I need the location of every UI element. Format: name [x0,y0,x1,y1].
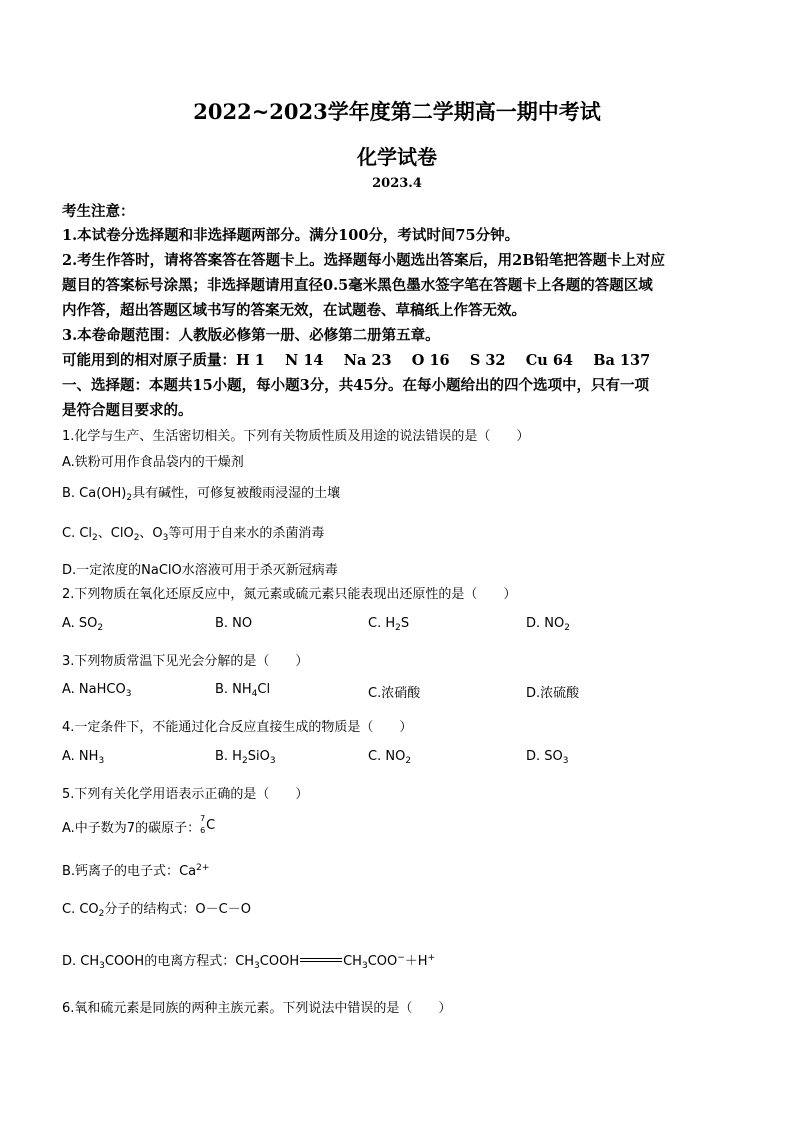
section1-heading: 一、选择题：本题共15小题，每小题3分，共45分。在每小题给出的四个选项中，只有一项 [62,377,649,394]
q2-option-b: B. NO [215,616,253,631]
equals-arrow-icon [300,958,342,962]
q2-option-a: A. $SO_2$ [62,616,104,633]
q1-stem: 1.化学与生产、生活密切相关。下列有关物质性质及用途的说法错误的是（ ） [62,429,530,444]
notice-item-2: 2.考生作答时，请将答案答在答题卡上。选择题每小题选出答案后，用2B铅笔把答题卡上对应 [62,252,665,269]
exam-subtitle: 化学试卷 [357,145,437,169]
exam-date: 2023.4 [372,176,422,191]
q3-option-d: D.浓硫酸 [526,686,580,701]
q2-option-d: D. $NO_2$ [526,616,570,633]
q4-option-c: C. $NO_2$ [368,749,412,766]
q2-stem: 2.下列物质在氧化还原反应中，氮元素或硫元素只能表现出还原性的是（ ） [62,587,517,602]
q1-option-a: A.铁粉可用作食品袋内的干燥剂 [62,455,244,470]
q1-option-b: B. $Ca(OH)_2$具有碱性，可修复被酸雨浸湿的土壤 [62,486,341,503]
q5-option-a: A.中子数为7的碳原子： 7 6 C [62,814,216,836]
notice-item-2-cont2: 内作答，超出答题区域书写的答案无效，在试题卷、草稿纸上作答无效。 [62,302,526,319]
q5-option-c: C. $CO_2$分子的结构式：O－C－O [62,902,251,919]
q1-option-c: C. $Cl_2$、ClO$_2$、$O_3$等可用于自来水的杀菌消毒 [62,526,325,543]
notice-heading: 考生注意： [62,203,135,220]
q3-option-c: C.浓硝酸 [368,686,421,701]
carbon-isotope-notation: 7 6 C [200,814,216,835]
q5-stem: 5.下列有关化学用语表示正确的是（ ） [62,787,309,802]
q1-option-d: D.一定浓度的NaClO水溶液可用于杀灭新冠病毒 [62,563,338,578]
q4-option-a: A. $NH_3$ [62,749,105,766]
section1-heading-cont: 是符合题目要求的。 [62,402,193,419]
atomic-mass-line: 可能用到的相对原子质量：H 1 N 14 Na 23 O 16 S 32 Cu 64 Ba 137 [62,352,651,369]
q5-option-b: B.钙离子的电子式：$Ca^{2+}$ [62,863,210,879]
q3-option-a: A. NaHCO$_3$ [62,682,132,699]
notice-item-2-cont: 题目的答案标号涂黑；非选择题请用直径0.5毫米黑色墨水签字笔在答题卡上各题的答题区域 [62,277,653,294]
q2-option-c: C. $H_2S$ [368,616,410,633]
q3-stem: 3.下列物质常温下见光会分解的是（ ） [62,654,309,669]
notice-item-1: 1.本试卷分选择题和非选择题两部分。满分100分，考试时间75分钟。 [62,227,520,244]
q4-option-d: D. $SO_3$ [526,749,569,766]
q6-stem: 6.氧和硫元素是同族的两种主族元素。下列说法中错误的是（ ） [62,1001,452,1016]
q3-option-b: B. $NH_4Cl$ [215,682,271,699]
exam-title: 2022~2023学年度第二学期高一期中考试 [193,99,601,124]
q4-stem: 4.一定条件下，不能通过化合反应直接生成的物质是（ ） [62,720,413,735]
notice-item-3: 3.本卷命题范围：人教版必修第一册、必修第二册第五章。 [62,327,440,344]
q5-option-d: D. $CH_3COOH$的电离方程式：$CH_3COOH$ $CH_3COO^-+H^+$ [62,953,436,971]
q4-option-b: B. $H_2SiO_3$ [215,749,276,766]
